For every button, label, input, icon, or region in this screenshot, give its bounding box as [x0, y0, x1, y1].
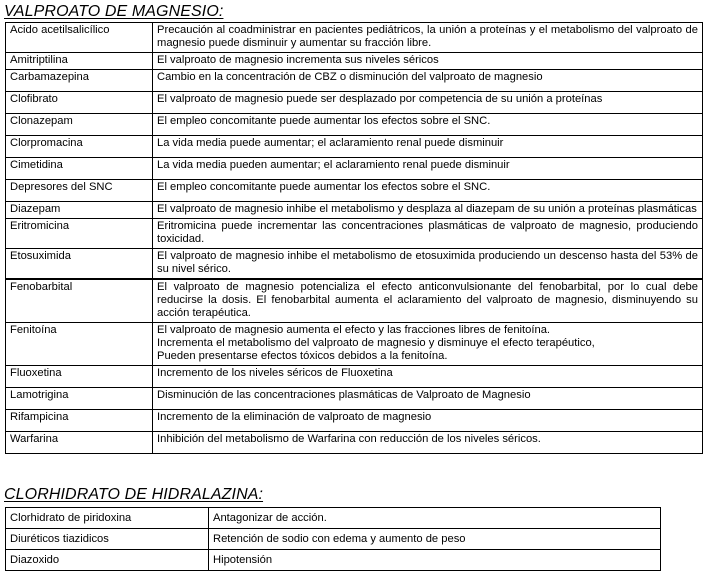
table-row — [6, 508, 661, 529]
drug-cell: Carbamazepina — [6, 70, 153, 92]
effect-cell: Retención de sodio con edema y aumento de peso — [209, 529, 661, 550]
table-row — [6, 92, 703, 114]
effect-cell: Eritromicina puede incrementar las concentraciones plasmáticas de valproato de magnesio, produciendo toxicidad. — [153, 219, 703, 249]
interactions-table-valproato — [5, 22, 703, 454]
effect-line: Incrementa el metabolismo del valproato de magnesio y disminuye el efecto terapéutico, — [157, 337, 595, 349]
section-title-hidralazina: CLORHIDRATO DE HIDRALAZINA: — [4, 486, 264, 503]
drug-cell: Clorpromacina — [6, 136, 153, 158]
drug-cell: Fluoxetina — [6, 366, 153, 388]
table-row — [6, 366, 703, 388]
drug-cell: Diuréticos tiazidicos — [6, 529, 209, 550]
effect-cell: El valproato de magnesio inhibe el metabolismo y desplaza al diazepam de su unión a proteínas plasmáticas — [153, 202, 703, 219]
effect-cell: La vida media pueden aumentar; el aclaramiento renal puede disminuir — [153, 158, 703, 180]
table-row — [6, 180, 703, 202]
drug-cell: Rifampicina — [6, 410, 153, 432]
section-title-valproato: VALPROATO DE MAGNESIO: — [4, 3, 224, 20]
drug-cell: Acido acetilsalicílico — [6, 23, 153, 53]
effect-cell: Disminución de las concentraciones plasmáticas de Valproato de Magnesio — [153, 388, 703, 410]
drug-cell: Warfarina — [6, 432, 153, 454]
table-row — [6, 158, 703, 180]
drug-cell: Depresores del SNC — [6, 180, 153, 202]
drug-cell: Etosuximida — [6, 249, 153, 279]
effect-cell: El empleo concomitante puede aumentar los efectos sobre el SNC. — [153, 180, 703, 202]
table-row — [6, 550, 661, 571]
effect-cell: El valproato de magnesio potencializa el efecto anticonvulsionante del fenobarbital, por lo cual debe reducirse la dosis. El fenobarbital aumenta el aclaramiento del valproato de magnesio, disminuyendo su acción terapéutica. — [153, 280, 703, 323]
drug-cell: Clofibrato — [6, 92, 153, 114]
effect-cell: Incremento de los niveles séricos de Fluoxetina — [153, 366, 703, 388]
effect-cell: Hipotensión — [209, 550, 661, 571]
table-row — [6, 53, 703, 70]
drug-cell: Amitriptilina — [6, 53, 153, 70]
drug-cell: Fenitoína — [6, 323, 153, 366]
effect-cell: El empleo concomitante puede aumentar los efectos sobre el SNC. — [153, 114, 703, 136]
effect-cell: El valproato de magnesio incrementa sus niveles séricos — [153, 53, 703, 70]
effect-line: El valproato de magnesio aumenta el efecto y las fracciones libres de fenitoína. — [157, 324, 551, 336]
drug-cell: Clorhidrato de piridoxina — [6, 508, 209, 529]
table-row — [6, 23, 703, 53]
table-row — [6, 202, 703, 219]
effect-cell: El valproato de magnesio inhibe el metabolismo de etosuximida produciendo un descenso hasta del 53% de su nivel sérico. — [153, 249, 703, 279]
effect-cell: Precaución al coadministrar en pacientes pediátricos, la unión a proteínas y el metabolismo del valproato de magnesio puede disminuir y aumentar su fracción libre. — [153, 23, 703, 53]
drug-cell: Diazepam — [6, 202, 153, 219]
table-row — [6, 529, 661, 550]
effect-line: Pueden presentarse efectos tóxicos debidos a la fenitoína. — [157, 350, 448, 362]
drug-cell: Eritromicina — [6, 219, 153, 249]
interactions-table-hidralazina — [5, 507, 661, 571]
table-row — [6, 249, 703, 279]
table-row — [6, 219, 703, 249]
effect-cell: La vida media puede aumentar; el aclaramiento renal puede disminuir — [153, 136, 703, 158]
drug-cell: Lamotrigina — [6, 388, 153, 410]
table-row — [6, 136, 703, 158]
table-row — [6, 70, 703, 92]
drug-cell: Fenobarbital — [6, 280, 153, 323]
table-row — [6, 432, 703, 454]
effect-cell: El valproato de magnesio puede ser desplazado por competencia de su unión a proteínas — [153, 92, 703, 114]
effect-cell: Incremento de la eliminación de valproato de magnesio — [153, 410, 703, 432]
table-row — [6, 114, 703, 136]
drug-cell: Diazoxido — [6, 550, 209, 571]
drug-cell: Clonazepam — [6, 114, 153, 136]
table-row — [6, 410, 703, 432]
effect-cell — [153, 323, 703, 366]
effect-cell: Cambio en la concentración de CBZ o disminución del valproato de magnesio — [153, 70, 703, 92]
effect-cell: Antagonizar de acción. — [209, 508, 661, 529]
table-row — [6, 388, 703, 410]
effect-cell: Inhibición del metabolismo de Warfarina con reducción de los niveles séricos. — [153, 432, 703, 454]
table-row — [6, 280, 703, 323]
table-row — [6, 323, 703, 366]
drug-cell: Cimetidina — [6, 158, 153, 180]
